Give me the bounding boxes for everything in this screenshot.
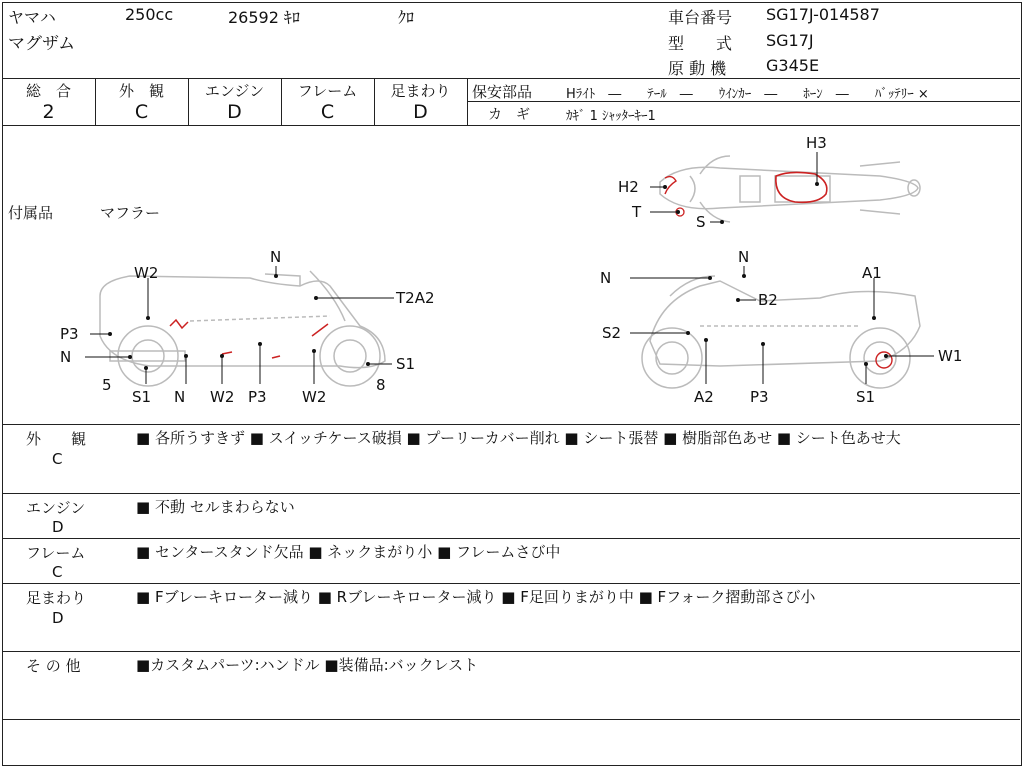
left-side-scooter (100, 271, 385, 386)
note-engine-text: ■ 不動 セルまわらない (136, 498, 295, 516)
safety-parts-items: Hﾗｲﾄ ― ﾃｰﾙ ― ｳｲﾝｶｰ ― ﾎｰﾝ ― ﾊﾞｯﾃﾘｰ × (566, 87, 929, 102)
color: ｸﾛ (398, 8, 415, 27)
note-frame-text: ■ センタースタンド欠品 ■ ネックまがり小 ■ フレームさび中 (136, 543, 561, 561)
note-exterior-label: 外 観 (26, 430, 87, 448)
note-engine-label: エンジン (26, 499, 86, 517)
frame-grade-label: フレーム (297, 82, 358, 100)
engine-grade-label: エンジン (204, 82, 265, 100)
label-n-top-right: N (738, 248, 750, 266)
note-engine-grade: D (52, 518, 64, 536)
note-exterior-text: ■ 各所うすきず ■ スイッチケース破損 ■ プーリーカバー削れ ■ シート張替 ■ 樹脂部色あせ ■ シート色あせ大 (136, 429, 901, 447)
label-n-left: N (174, 388, 186, 406)
type-label: 型 式 (668, 34, 733, 53)
label-a1: A1 (862, 264, 882, 282)
label-n-top-left: N (270, 248, 282, 266)
note-frame-label: フレーム (26, 544, 86, 562)
frame-number-label: 車台番号 (668, 8, 733, 27)
exterior-label: 外 観 (118, 82, 164, 100)
condition-diagram (0, 126, 1024, 426)
label-h2: H2 (618, 178, 639, 196)
label-s1-left: S1 (132, 388, 152, 406)
overall-grade: 2 (42, 101, 55, 123)
accessories-value: マフラー (100, 204, 161, 222)
type-value: SG17J (766, 31, 814, 50)
label-w1: W1 (938, 347, 963, 365)
note-suspension-label: 足まわり (26, 589, 87, 607)
maker: ヤマハ (8, 8, 56, 27)
note-suspension-grade: D (52, 609, 64, 627)
note-other-text: ■カスタムパーツ:ハンドル ■装備品:バックレスト (136, 656, 479, 674)
exterior-grade: C (134, 101, 149, 123)
label-5: 5 (102, 376, 112, 394)
label-8: 8 (376, 376, 386, 394)
label-s: S (696, 213, 706, 231)
note-exterior-grade: C (52, 450, 63, 468)
right-side-scooter (642, 276, 920, 388)
label-h3: H3 (806, 134, 827, 152)
label-a2: A2 (694, 388, 714, 406)
key-label: カ ギ (488, 107, 530, 123)
label-n-right: N (600, 269, 612, 287)
engine-model: G345E (766, 56, 820, 75)
overall-label: 総 合 (25, 82, 71, 100)
key-value: ｶｷﾞ 1 ｼｬｯﾀｰｷｰ1 (566, 109, 656, 124)
engine-grade: D (227, 101, 242, 123)
frame-grade: C (320, 101, 335, 123)
label-w2b-left: W2 (302, 388, 327, 406)
label-s1-side: S1 (396, 355, 416, 373)
label-n-side: N (60, 348, 72, 366)
label-w2-top: W2 (134, 264, 159, 282)
engine-label: 原 動 機 (668, 59, 727, 78)
accessories-label: 付属品 (8, 204, 54, 222)
label-p3-right: P3 (750, 388, 769, 406)
label-t2a2: T2A2 (396, 289, 435, 307)
suspension-grade: D (413, 101, 428, 123)
label-t: T (632, 203, 642, 221)
label-p3-side: P3 (60, 325, 79, 343)
label-p3-left: P3 (248, 388, 267, 406)
mileage: 26592 ｷﾛ (228, 8, 300, 27)
model-name: マグザム (8, 34, 76, 54)
note-suspension-text: ■ Fブレーキローター減り ■ Rブレーキローター減り ■ F足回りまがり中 ■ Fフォーク摺動部さび小 (136, 588, 816, 606)
label-s1-right: S1 (856, 388, 876, 406)
label-w2-left: W2 (210, 388, 235, 406)
note-other-label: そ の 他 (26, 657, 81, 675)
label-s2: S2 (602, 324, 622, 342)
displacement: 250cc (125, 5, 174, 24)
safety-parts-label: 保安部品 (472, 83, 533, 101)
label-b2: B2 (758, 291, 778, 309)
note-frame-grade: C (52, 563, 63, 581)
frame-number: SG17J-014587 (766, 5, 880, 24)
suspension-grade-label: 足まわり (390, 82, 451, 100)
